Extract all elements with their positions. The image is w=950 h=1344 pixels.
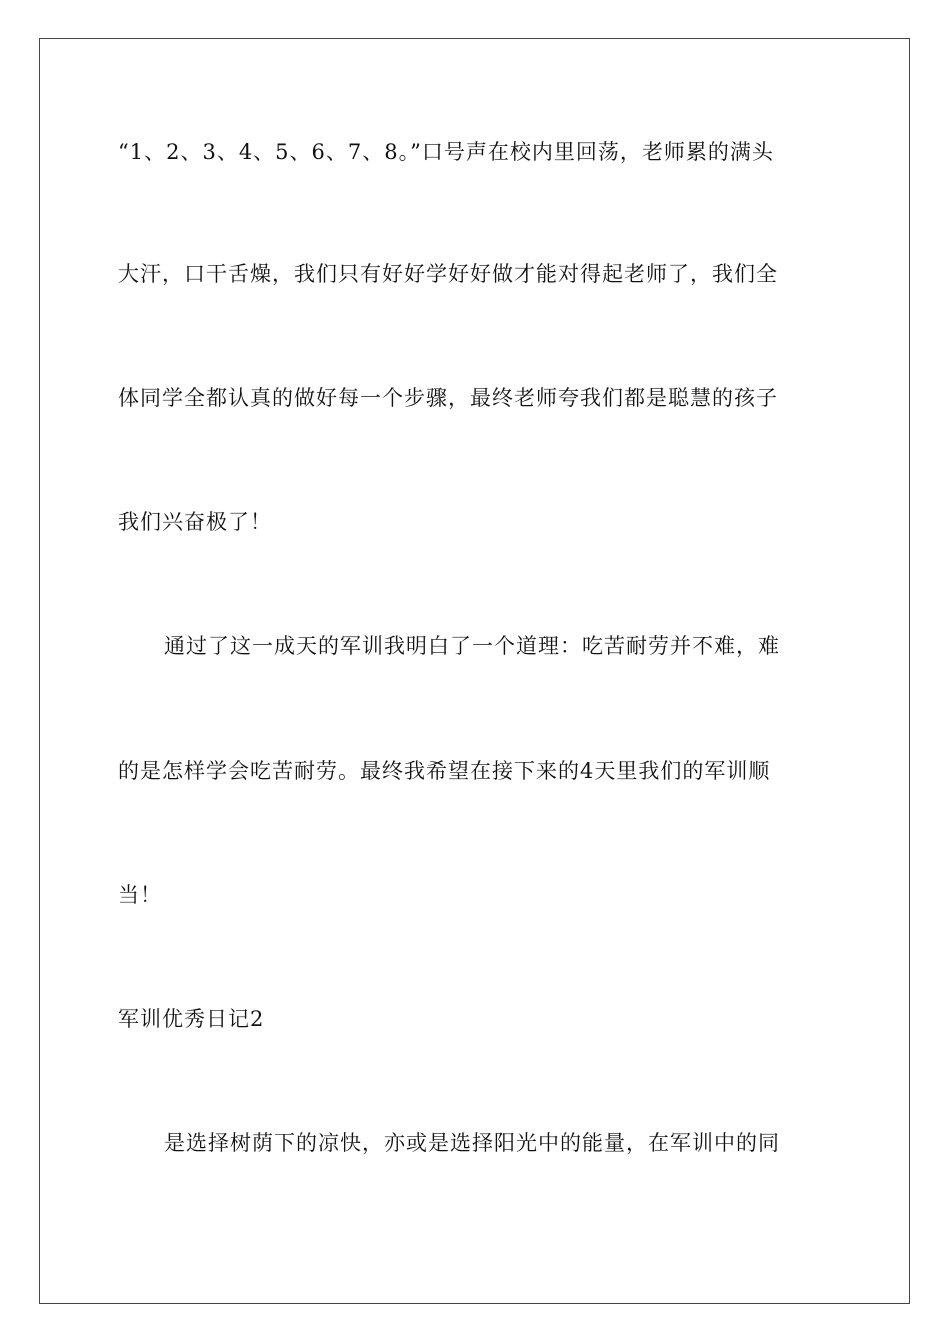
text-line-4: 我们兴奋极了！ [118,510,272,534]
text-line-3: 体同学全都认真的做好每一个步骤，最终老师夸我们都是聪慧的孩子 [118,386,778,410]
section-heading: 军训优秀日记2 [118,1007,265,1031]
text-line-1: “1、2、3、4、5、6、7、8。”口号声在校内里回荡，老师累的满头 [118,140,774,164]
text-line-8: 是选择树荫下的凉快，亦或是选择阳光中的能量，在军训中的同 [164,1131,780,1155]
text-line-7: 当！ [118,883,162,907]
page-border [39,38,910,1304]
text-line-5: 通过了这一成天的军训我明白了一个道理：吃苦耐劳并不难，难 [164,634,780,658]
text-line-2: 大汗，口干舌燥，我们只有好好学好好做才能对得起老师了，我们全 [118,262,778,286]
text-line-6: 的是怎样学会吃苦耐劳。最终我希望在接下来的4天里我们的军训顺 [118,759,771,783]
